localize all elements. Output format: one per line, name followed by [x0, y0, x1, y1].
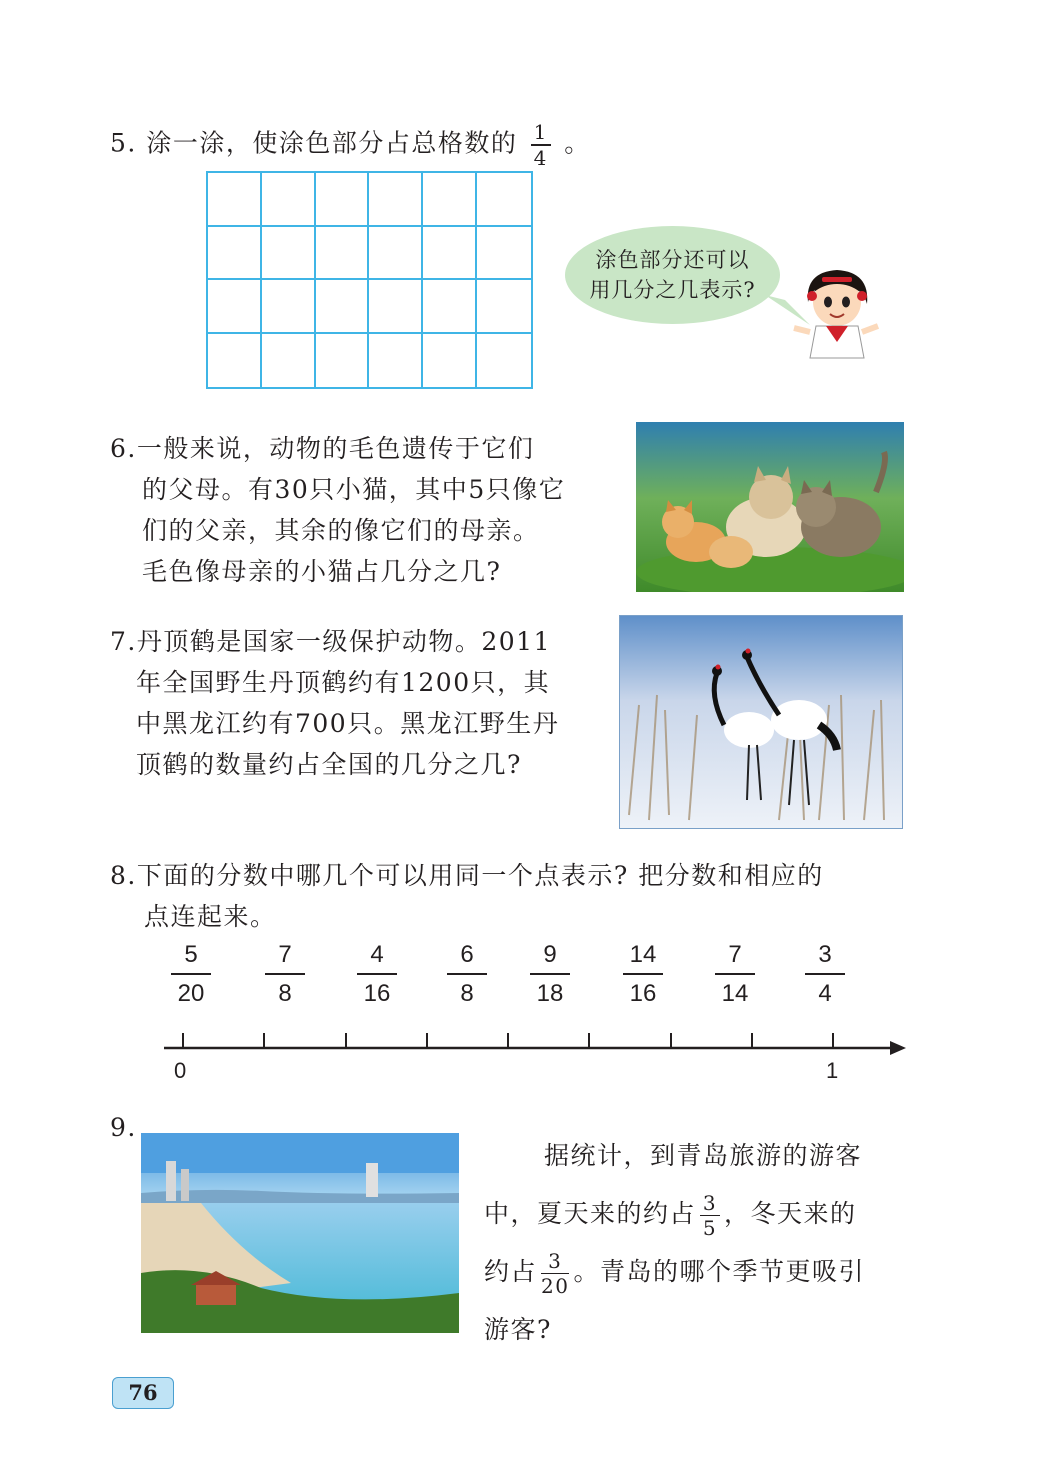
fraction-numerator: 5 — [184, 941, 198, 968]
fraction-option[interactable] — [161, 940, 221, 1009]
grid-cell[interactable] — [316, 173, 370, 227]
q5-number: 5. — [110, 128, 137, 158]
grid-cell[interactable] — [423, 173, 477, 227]
grid-cell[interactable] — [262, 280, 316, 334]
grid-cell[interactable] — [262, 173, 316, 227]
bubble-line-2: 用几分之几表示? — [589, 278, 756, 302]
q9-line-3b: 。青岛的哪个季节更吸引 — [573, 1257, 865, 1286]
number-line — [160, 1036, 910, 1060]
grid-cell[interactable] — [477, 173, 531, 227]
grid-cell[interactable] — [477, 227, 531, 281]
axis-label-start: 0 — [174, 1058, 187, 1083]
number-line-tick[interactable] — [832, 1033, 834, 1047]
fraction-denominator: 16 — [629, 979, 657, 1007]
girl-illustration — [790, 262, 885, 362]
q9-line-3a: 约占 — [484, 1257, 538, 1286]
cats-photo — [636, 422, 904, 592]
fraction-numerator: 7 — [728, 941, 742, 968]
fraction-option[interactable] — [520, 940, 580, 1009]
q9-line-2a: 中，夏天来的约占 — [484, 1199, 697, 1228]
summer-frac-numerator: 3 — [702, 1190, 718, 1215]
grid-cell[interactable] — [423, 334, 477, 388]
fraction-option[interactable] — [795, 940, 855, 1009]
q9-line-3 — [484, 1243, 914, 1301]
fraction-option[interactable] — [705, 940, 765, 1009]
number-line-tick[interactable] — [182, 1033, 184, 1047]
fraction-denominator: 8 — [278, 979, 292, 1007]
number-line-tick[interactable] — [751, 1033, 753, 1047]
fraction-denominator: 4 — [818, 979, 832, 1007]
q9-line-2 — [484, 1185, 914, 1243]
grid-cell[interactable] — [262, 227, 316, 281]
fraction-numerator: 7 — [278, 941, 292, 968]
number-line-tick[interactable] — [345, 1033, 347, 1047]
grid-cell[interactable] — [208, 227, 262, 281]
grid-cell[interactable] — [262, 334, 316, 388]
q6-number: 6. — [110, 434, 137, 463]
fraction-option[interactable] — [437, 940, 497, 1009]
grid-cell[interactable] — [208, 280, 262, 334]
q8-text — [110, 855, 824, 937]
fraction-option[interactable] — [613, 940, 673, 1009]
grid-cell[interactable] — [369, 173, 423, 227]
coloring-grid[interactable] — [206, 171, 533, 389]
winter-frac-denominator: 20 — [541, 1274, 570, 1299]
grid-cell[interactable] — [316, 280, 370, 334]
fraction-numerator: 3 — [818, 941, 832, 968]
q9-line-4: 游客? — [484, 1315, 552, 1344]
q6-line-4: 毛色像母亲的小猫占几分之几? — [142, 557, 502, 586]
grid-cell[interactable] — [423, 280, 477, 334]
q6-line-3: 们的父亲，其余的像它们的母亲。 — [142, 516, 540, 545]
fraction-numerator: 14 — [629, 941, 657, 968]
fraction-denominator: 14 — [721, 979, 749, 1007]
qingdao-photo — [141, 1133, 459, 1333]
fraction-option[interactable] — [255, 940, 315, 1009]
q8-number: 8. — [110, 861, 137, 890]
summer-frac-denominator: 5 — [702, 1216, 718, 1241]
q5-fraction — [531, 121, 551, 169]
bubble-line-1: 涂色部分还可以 — [595, 248, 750, 272]
grid-cell[interactable] — [369, 280, 423, 334]
summer-fraction — [700, 1192, 720, 1240]
grid-cell[interactable] — [369, 227, 423, 281]
fraction-denominator: 20 — [177, 979, 205, 1007]
grid-cell[interactable] — [477, 334, 531, 388]
q9-line-1: 据统计，到青岛旅游的游客 — [544, 1141, 863, 1170]
q7-text — [110, 621, 559, 785]
axis-label-end: 1 — [826, 1058, 839, 1083]
grid-cell[interactable] — [208, 173, 262, 227]
q8-line-2: 点连起来。 — [144, 902, 277, 931]
winter-frac-numerator: 3 — [548, 1248, 563, 1273]
number-line-tick[interactable] — [263, 1033, 265, 1047]
q6-text — [110, 428, 565, 592]
number-line-tick[interactable] — [670, 1033, 672, 1047]
winter-fraction — [541, 1250, 569, 1298]
q7-line-2: 年全国野生丹顶鹤约有1200只，其 — [136, 668, 551, 697]
number-line-tick[interactable] — [588, 1033, 590, 1047]
number-line-tick[interactable] — [507, 1033, 509, 1047]
cranes-photo — [619, 615, 903, 829]
q6-line-2: 的父母。有30只小猫，其中5只像它 — [142, 475, 566, 504]
grid-cell[interactable] — [316, 227, 370, 281]
fraction-numerator: 9 — [543, 941, 557, 968]
page-number: 76 — [112, 1377, 174, 1409]
number-line-tick[interactable] — [426, 1033, 428, 1047]
q5-text-end: 。 — [564, 128, 591, 158]
grid-cell[interactable] — [208, 334, 262, 388]
q5-prompt — [110, 121, 591, 169]
q5-text: 涂一涂，使涂色部分占总格数的 — [146, 128, 518, 158]
arrow-icon — [890, 1041, 906, 1055]
fraction-denominator: 16 — [363, 979, 391, 1007]
grid-cell[interactable] — [423, 227, 477, 281]
q5-frac-denominator: 4 — [533, 145, 548, 170]
fraction-numerator: 6 — [460, 941, 474, 968]
fraction-denominator: 8 — [460, 979, 474, 1007]
q7-line-4: 顶鹤的数量约占全国的几分之几? — [136, 750, 522, 779]
q9-number: 9. — [110, 1113, 137, 1142]
q9-text — [484, 1127, 914, 1359]
q5-frac-numerator: 1 — [533, 120, 548, 144]
grid-cell[interactable] — [369, 334, 423, 388]
q7-line-1: 丹顶鹤是国家一级保护动物。2011 — [136, 627, 551, 656]
fraction-denominator: 18 — [536, 979, 564, 1007]
q7-line-3: 中黑龙江约有700只。黑龙江野生丹 — [136, 709, 560, 738]
q9-line-2b: ，冬天来的 — [724, 1199, 857, 1228]
grid-cell[interactable] — [316, 334, 370, 388]
fraction-option[interactable] — [347, 940, 407, 1009]
q8-line-1: 下面的分数中哪几个可以用同一个点表示? 把分数和相应的 — [136, 861, 824, 890]
fraction-numerator: 4 — [370, 941, 384, 968]
speech-bubble — [565, 226, 780, 324]
q7-number: 7. — [110, 627, 137, 656]
grid-cell[interactable] — [477, 280, 531, 334]
q6-line-1: 一般来说，动物的毛色遗传于它们 — [136, 434, 535, 463]
